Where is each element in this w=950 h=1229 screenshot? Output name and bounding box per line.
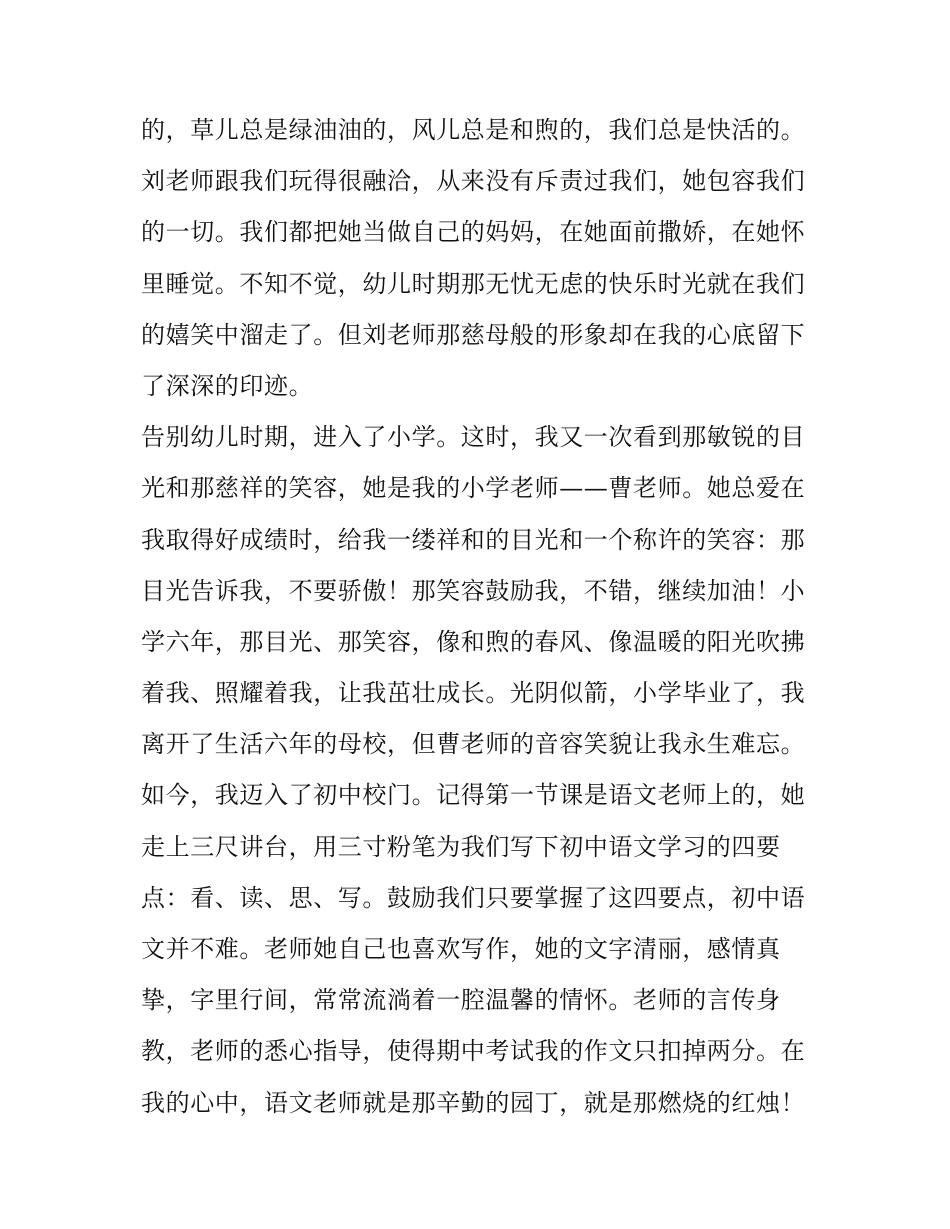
text-line: 了深深的印迹。 — [141, 371, 314, 400]
text-line: 离开了生活六年的母校，但曹老师的音容笑貌让我永生难忘。 — [141, 730, 806, 759]
text-line: 走上三尺讲台，用三寸粉笔为我们写下初中语文学习的四要 — [141, 832, 781, 861]
text-line: 目光告诉我，不要骄傲！那笑容鼓励我，不错，继续加油！小 — [141, 576, 806, 605]
text-line: 光和那慈祥的笑容，她是我的小学老师——曹老师。她总爱在 — [141, 474, 806, 503]
text-line: 我取得好成绩时，给我一缕祥和的目光和一个称许的笑容：那 — [141, 525, 806, 554]
text-line: 的一切。我们都把她当做自己的妈妈，在她面前撒娇，在她怀 — [141, 218, 806, 247]
text-line: 点：看、读、思、写。鼓励我们只要掌握了这四要点，初中语 — [141, 883, 806, 912]
text-line: 挚，字里行间，常常流淌着一腔温馨的情怀。老师的言传身 — [141, 986, 781, 1015]
text-line: 学六年，那目光、那笑容，像和煦的春风、像温暖的阳光吹拂 — [141, 627, 806, 656]
text-line: 教，老师的悉心指导，使得期中考试我的作文只扣掉两分。在 — [141, 1037, 806, 1066]
text-line: 文并不难。老师她自己也喜欢写作，她的文字清丽，感情真 — [141, 935, 781, 963]
essay-text — [141, 105, 821, 1129]
text-line: 里睡觉。不知不觉，幼儿时期那无忧无虑的快乐时光就在我们 — [141, 269, 806, 298]
text-line: 如今，我迈入了初中校门。记得第一节课是语文老师上的，她 — [141, 781, 806, 810]
text-line: 的嬉笑中溜走了。但刘老师那慈母般的形象却在我的心底留下 — [141, 320, 806, 349]
text-line: 着我、照耀着我，让我茁壮成长。光阴似箭，小学毕业了，我 — [141, 679, 806, 708]
text-line: 的，草儿总是绿油油的，风儿总是和煦的，我们总是快活的。 — [141, 116, 806, 144]
text-line: 告别幼儿时期，进入了小学。这时，我又一次看到那敏锐的目 — [141, 423, 806, 452]
text-line: 刘老师跟我们玩得很融洽，从来没有斥责过我们，她包容我们 — [141, 167, 806, 196]
text-line: 我的心中，语文老师就是那辛勤的园丁，就是那燃烧的红烛！ — [141, 1088, 806, 1117]
